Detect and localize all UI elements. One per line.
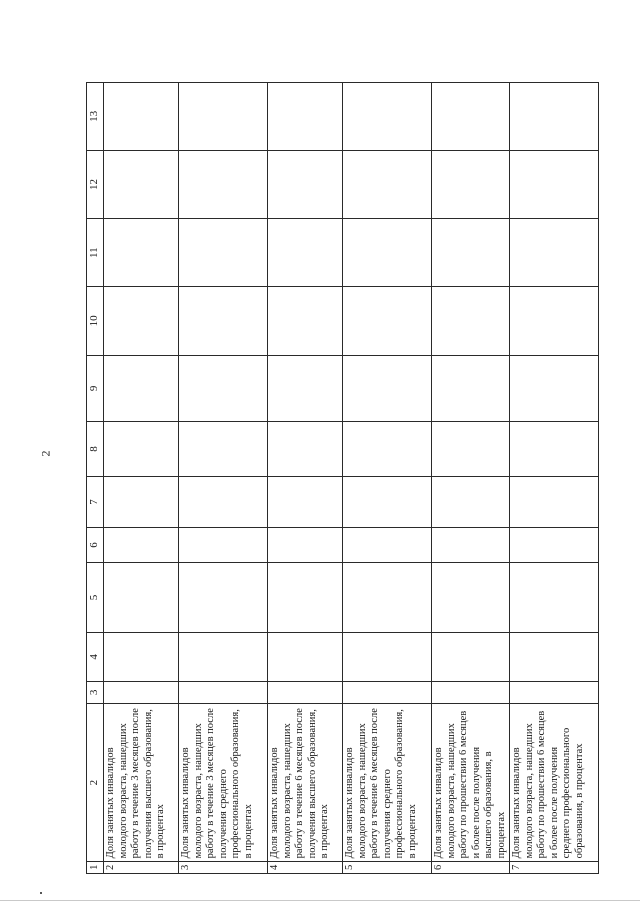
empty-cell (510, 286, 599, 355)
empty-cell (179, 476, 268, 527)
column-number: 9 (87, 355, 104, 421)
empty-cell (179, 83, 268, 151)
indicator-description (343, 703, 432, 861)
empty-cell (432, 632, 510, 681)
indicator-description (104, 703, 179, 861)
empty-cell (432, 528, 510, 563)
empty-cell (432, 150, 510, 219)
empty-cell (179, 219, 268, 287)
empty-cell (268, 422, 343, 477)
indicator-description (268, 703, 343, 861)
data-table (86, 82, 599, 874)
table-row (268, 83, 343, 874)
empty-cell (343, 632, 432, 681)
column-number: 4 (87, 632, 104, 681)
scan-artifact-dot (40, 892, 42, 894)
empty-cell (268, 563, 343, 633)
empty-cell (179, 681, 268, 703)
empty-cell (268, 528, 343, 563)
empty-cell (268, 355, 343, 421)
empty-cell (432, 681, 510, 703)
empty-cell (179, 355, 268, 421)
empty-cell (268, 632, 343, 681)
empty-cell (104, 422, 179, 477)
empty-cell (104, 286, 179, 355)
empty-cell (268, 150, 343, 219)
indicator-text: Доля занятых инвалидов молодого возраста, нашедших работу в течение 6 месяцев после получения высшего образования, в процентах (269, 708, 330, 859)
row-number: 6 (432, 862, 510, 874)
empty-cell (179, 422, 268, 477)
empty-cell (432, 355, 510, 421)
indicator-text: Доля занятых инвалидов молодого возраста, нашедших работу по прошествии 6 месяцев и более после получения высшего образования, в процентах (433, 710, 507, 859)
table-row (510, 83, 599, 874)
indicator-description (179, 703, 268, 861)
empty-cell (179, 563, 268, 633)
empty-cell (510, 355, 599, 421)
empty-cell (104, 150, 179, 219)
empty-cell (268, 219, 343, 287)
empty-cell (104, 219, 179, 287)
empty-cell (104, 681, 179, 703)
column-number: 11 (87, 219, 104, 287)
empty-cell (432, 476, 510, 527)
empty-cell (432, 286, 510, 355)
empty-cell (510, 83, 599, 151)
empty-cell (432, 83, 510, 151)
empty-cell (268, 83, 343, 151)
indicator-text: Доля занятых инвалидов молодого возраста, нашедших работу в течение 6 месяцев после получения среднего профессионального образования, в процентах (344, 708, 418, 859)
empty-cell (432, 219, 510, 287)
table-row (343, 83, 432, 874)
empty-cell (179, 632, 268, 681)
row-number: 5 (343, 862, 432, 874)
empty-cell (510, 563, 599, 633)
empty-cell (104, 528, 179, 563)
indicator-text: Доля занятых инвалидов молодого возраста, нашедших работу в течение 3 месяцев после получения среднего профессионального образования, в процентах (180, 708, 254, 859)
empty-cell (343, 83, 432, 151)
column-number: 5 (87, 563, 104, 633)
empty-cell (179, 528, 268, 563)
empty-cell (343, 528, 432, 563)
column-number: 1 (87, 862, 104, 874)
empty-cell (510, 681, 599, 703)
indicator-description (510, 703, 599, 861)
empty-cell (510, 476, 599, 527)
row-number: 2 (104, 862, 179, 874)
empty-cell (268, 286, 343, 355)
column-number-row (87, 83, 104, 874)
empty-cell (179, 286, 268, 355)
empty-cell (104, 632, 179, 681)
empty-cell (343, 422, 432, 477)
empty-cell (104, 476, 179, 527)
empty-cell (510, 219, 599, 287)
row-number: 4 (268, 862, 343, 874)
empty-cell (104, 563, 179, 633)
table-row (179, 83, 268, 874)
empty-cell (343, 150, 432, 219)
empty-cell (343, 355, 432, 421)
rotated-table-container (86, 82, 606, 874)
empty-cell (343, 681, 432, 703)
empty-cell (432, 563, 510, 633)
page-number: 2 (38, 450, 53, 457)
row-number: 3 (179, 862, 268, 874)
empty-cell (104, 355, 179, 421)
row-number: 7 (510, 862, 599, 874)
empty-cell (510, 528, 599, 563)
column-number: 2 (87, 703, 104, 861)
empty-cell (179, 150, 268, 219)
column-number: 3 (87, 681, 104, 703)
empty-cell (268, 681, 343, 703)
column-number: 7 (87, 476, 104, 527)
empty-cell (343, 476, 432, 527)
empty-cell (343, 219, 432, 287)
empty-cell (343, 286, 432, 355)
column-number: 8 (87, 422, 104, 477)
column-number: 13 (87, 83, 104, 151)
table-row (432, 83, 510, 874)
empty-cell (510, 632, 599, 681)
column-number: 6 (87, 528, 104, 563)
indicator-text: Доля занятых инвалидов молодого возраста, нашедших работу по прошествии 6 месяцев и более после получения среднего профессионального образования, в процентах (511, 710, 585, 859)
empty-cell (343, 563, 432, 633)
empty-cell (510, 150, 599, 219)
empty-cell (268, 476, 343, 527)
scan-artifact-line (0, 900, 640, 901)
empty-cell (104, 83, 179, 151)
column-number: 10 (87, 286, 104, 355)
column-number: 12 (87, 150, 104, 219)
indicator-description (432, 703, 510, 861)
empty-cell (510, 422, 599, 477)
indicator-text: Доля занятых инвалидов молодого возраста, нашедших работу в течение 3 месяцев после получения высшего образования, в процентах (105, 708, 166, 859)
empty-cell (432, 422, 510, 477)
table-row (104, 83, 179, 874)
